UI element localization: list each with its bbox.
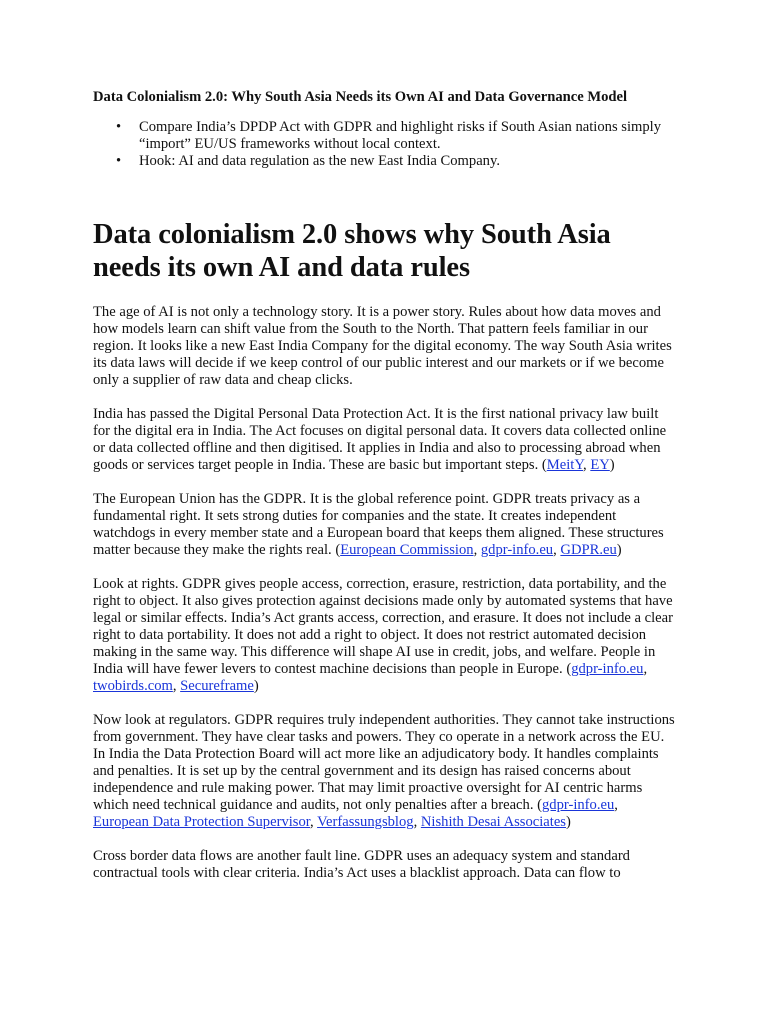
article-body [93, 304, 676, 882]
source-link[interactable]: European Commission [340, 542, 474, 558]
paragraph-text: Now look at regulators. GDPR requires truly independent authorities. They cannot take instructions from government. They have clear tasks and powers. They co operate in a network across the EU. In India the Data Protection Board will act more like an adjudicatory body. It handles complaints and penalties. It is set up by the central government and its design has raised concerns about independence and rule making power. That may limit proactive oversight for AI centric harms which need technical guidance and audits, not only penalties after a breach. [93, 712, 675, 813]
paragraph: Now look at regulators. GDPR requires truly independent authorities. They cannot take instructions from government. They have clear tasks and powers. They co operate in a network across the EU. In India the Data Protection Board will act more like an adjudicatory body. It handles complaints and penalties. It is set up by the central government and its design has raised concerns about independence and rule making power. That may limit proactive oversight for AI centric harms which need technical guidance and audits, not only penalties after a breach. (gdpr-info.eu, European Data Protection Supervisor, Verfassungsblog, Nishith Desai Associates) [93, 712, 675, 830]
source-link[interactable]: Nishith Desai Associates [420, 814, 566, 830]
source-link[interactable]: twobirds.com [93, 678, 173, 694]
paragraph: Look at rights. GDPR gives people access, correction, erasure, restriction, data portability, and the right to object. It also gives protection against decisions made only by automated systems that have legal or similar effects. India’s Act grants access, correction, and erasure. It does not include a clear right to data portability. It does not add a right to object. It does not restrict automated decision making in the same way. This difference will shape AI use in credit, jobs, and welfare. People in India will have fewer levers to contest machine decisions than people in Europe. (gdpr-info.eu, twobirds.com, Secureframe) [93, 576, 674, 694]
paragraph-text: Look at rights. GDPR gives people access, correction, erasure, restriction, data portability, and the right to object. It also gives protection against decisions made only by automated systems that have legal or similar effects. India’s Act grants access, correction, and erasure. It does not include a clear right to data portability. It does not add a right to object. It does not restrict automated decision making in the same way. This difference will shape AI use in credit, jobs, and welfare. People in India will have fewer levers to contest machine decisions than people in Europe. [93, 576, 674, 677]
outline-item: • Hook: AI and data regulation as the new East India Company. [139, 153, 676, 170]
source-link[interactable]: gdpr-info.eu [542, 797, 615, 813]
paragraph: India has passed the Digital Personal Data Protection Act. It is the first national privacy law built for the digital era in India. The Act focuses on digital personal data. It covers data collected online or data collected offline and then digitised. It applies in India and also to processing abroad when goods or services target people in India. These are basic but important steps. (MeitY, EY) [93, 406, 667, 473]
paragraph-text: The European Union has the GDPR. It is the global reference point. GDPR treats privacy as a fundamental right. It sets strong duties for companies and the state. It creates independent watchdogs in every member state and a European board that keeps them aligned. These structures matter because they make the rights real. [93, 491, 664, 558]
paragraph-text: The age of AI is not only a technology story. It is a power story. Rules about how data moves and how models learn can shift value from the South to the North. That pattern feels familiar in our region. It looks like a new East India Company for the digital economy. The way South Asia writes its data laws will decide if we keep control of our public interest and our markets or if we become only a supplier of raw data and cheap clicks. [93, 304, 672, 388]
paragraph-text: Cross border data flows are another fault line. GDPR uses an adequacy system and standard contractual tools with clear criteria. India’s Act uses a blacklist approach. Data can flow to [93, 848, 630, 881]
paragraph [93, 848, 676, 882]
source-link[interactable]: MeitY [546, 457, 584, 473]
source-link[interactable]: Secureframe [180, 678, 254, 694]
paragraph [93, 304, 676, 389]
source-link[interactable]: European Data Protection Supervisor [93, 814, 311, 830]
source-link[interactable]: GDPR.eu [560, 542, 617, 558]
outline-item: • Compare India’s DPDP Act with GDPR and highlight risks if South Asian nations simply “import” EU/US frameworks without local context. [139, 119, 676, 153]
source-link[interactable]: Verfassungsblog [317, 814, 414, 830]
source-link[interactable]: gdpr-info.eu [571, 661, 644, 677]
article-headline: Data colonialism 2.0 shows why South Asia needs its own AI and data rules [93, 219, 611, 283]
outline-list [93, 119, 676, 170]
document-title: Data Colonialism 2.0: Why South Asia Needs its Own AI and Data Governance Model [93, 89, 628, 105]
paragraph: The European Union has the GDPR. It is the global reference point. GDPR treats privacy as a fundamental right. It sets strong duties for companies and the state. It creates independent watchdogs in every member state and a European board that keeps them aligned. These structures matter because they make the rights real. (European Commission, gdpr-info.eu, GDPR.eu) [93, 491, 664, 558]
paragraph-text: India has passed the Digital Personal Data Protection Act. It is the first national privacy law built for the digital era in India. The Act focuses on digital personal data. It covers data collected online or data collected offline and then digitised. It applies in India and also to processing abroad when goods or services target people in India. These are basic but important steps. [93, 406, 667, 473]
source-link[interactable]: EY [590, 457, 610, 473]
source-link[interactable]: gdpr-info.eu [480, 542, 554, 558]
